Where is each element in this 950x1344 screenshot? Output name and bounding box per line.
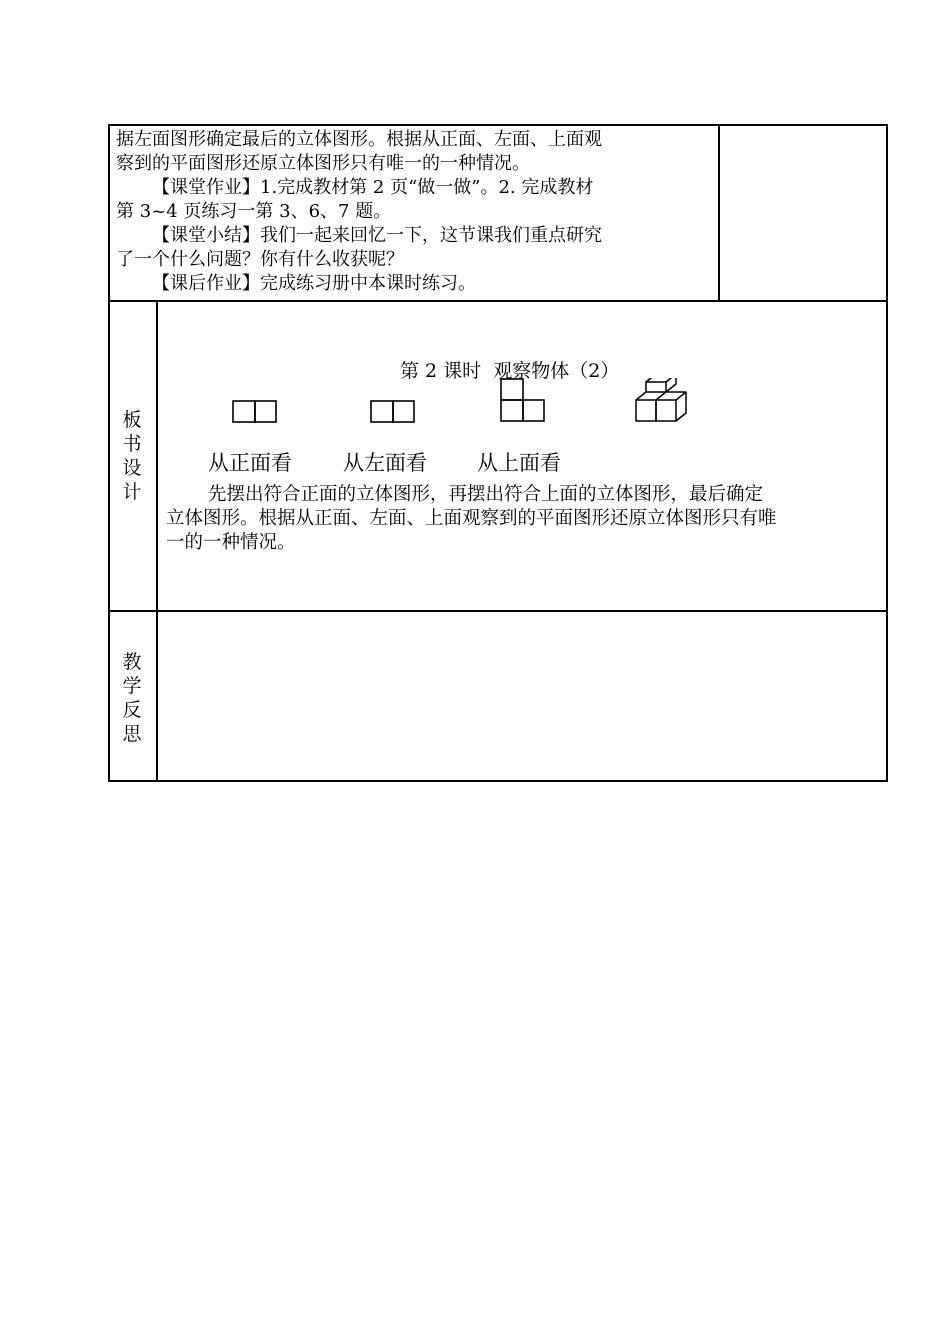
top-row-text — [116, 128, 716, 296]
homework-line: 【课后作业】完成练习册中本课时练习。 — [152, 273, 476, 294]
reflection-label: 教 学 反 思 — [122, 651, 142, 745]
top-row-notes-cell — [718, 124, 888, 302]
left-view-label: 从左面看 — [343, 451, 427, 475]
solid-figure — [634, 378, 694, 424]
summary-text-line: 一的一种情况。 — [166, 532, 296, 553]
top-view-label: 从上面看 — [477, 451, 561, 475]
front-view-figure — [232, 400, 278, 424]
front-view-label: 从正面看 — [208, 451, 292, 475]
text-line: 据左面图形确定最后的立体图形。根据从正面、左面、上面观 — [116, 129, 602, 150]
text-line: 了一个什么问题？你有什么收获呢？ — [116, 249, 404, 270]
board-title: 第 2 课时 观察物体（2） — [400, 360, 620, 382]
board-summary — [166, 483, 882, 555]
classwork-line: 【课堂作业】1.完成教材第 2 页“做一做”。2. 完成教材 — [152, 177, 594, 198]
board-design-label: 板 书 设 计 — [122, 409, 142, 503]
left-view-figure — [370, 400, 416, 424]
summary-text-line: 先摆出符合正面的立体图形，再摆出符合上面的立体图形，最后确定 — [208, 484, 764, 505]
summary-line: 【课堂小结】我们一起来回忆一下，这节课我们重点研究 — [152, 225, 602, 246]
reflection-content-cell — [156, 610, 888, 782]
top-view-figure — [500, 378, 546, 424]
summary-text-line: 立体图形。根据从正面、左面、上面观察到的平面图形还原立体图形只有唯 — [166, 508, 777, 529]
text-line: 第 3~4 页练习一第 3、6、7 题。 — [116, 201, 392, 222]
text-line: 察到的平面图形还原立体图形只有唯一的一种情况。 — [116, 153, 530, 174]
